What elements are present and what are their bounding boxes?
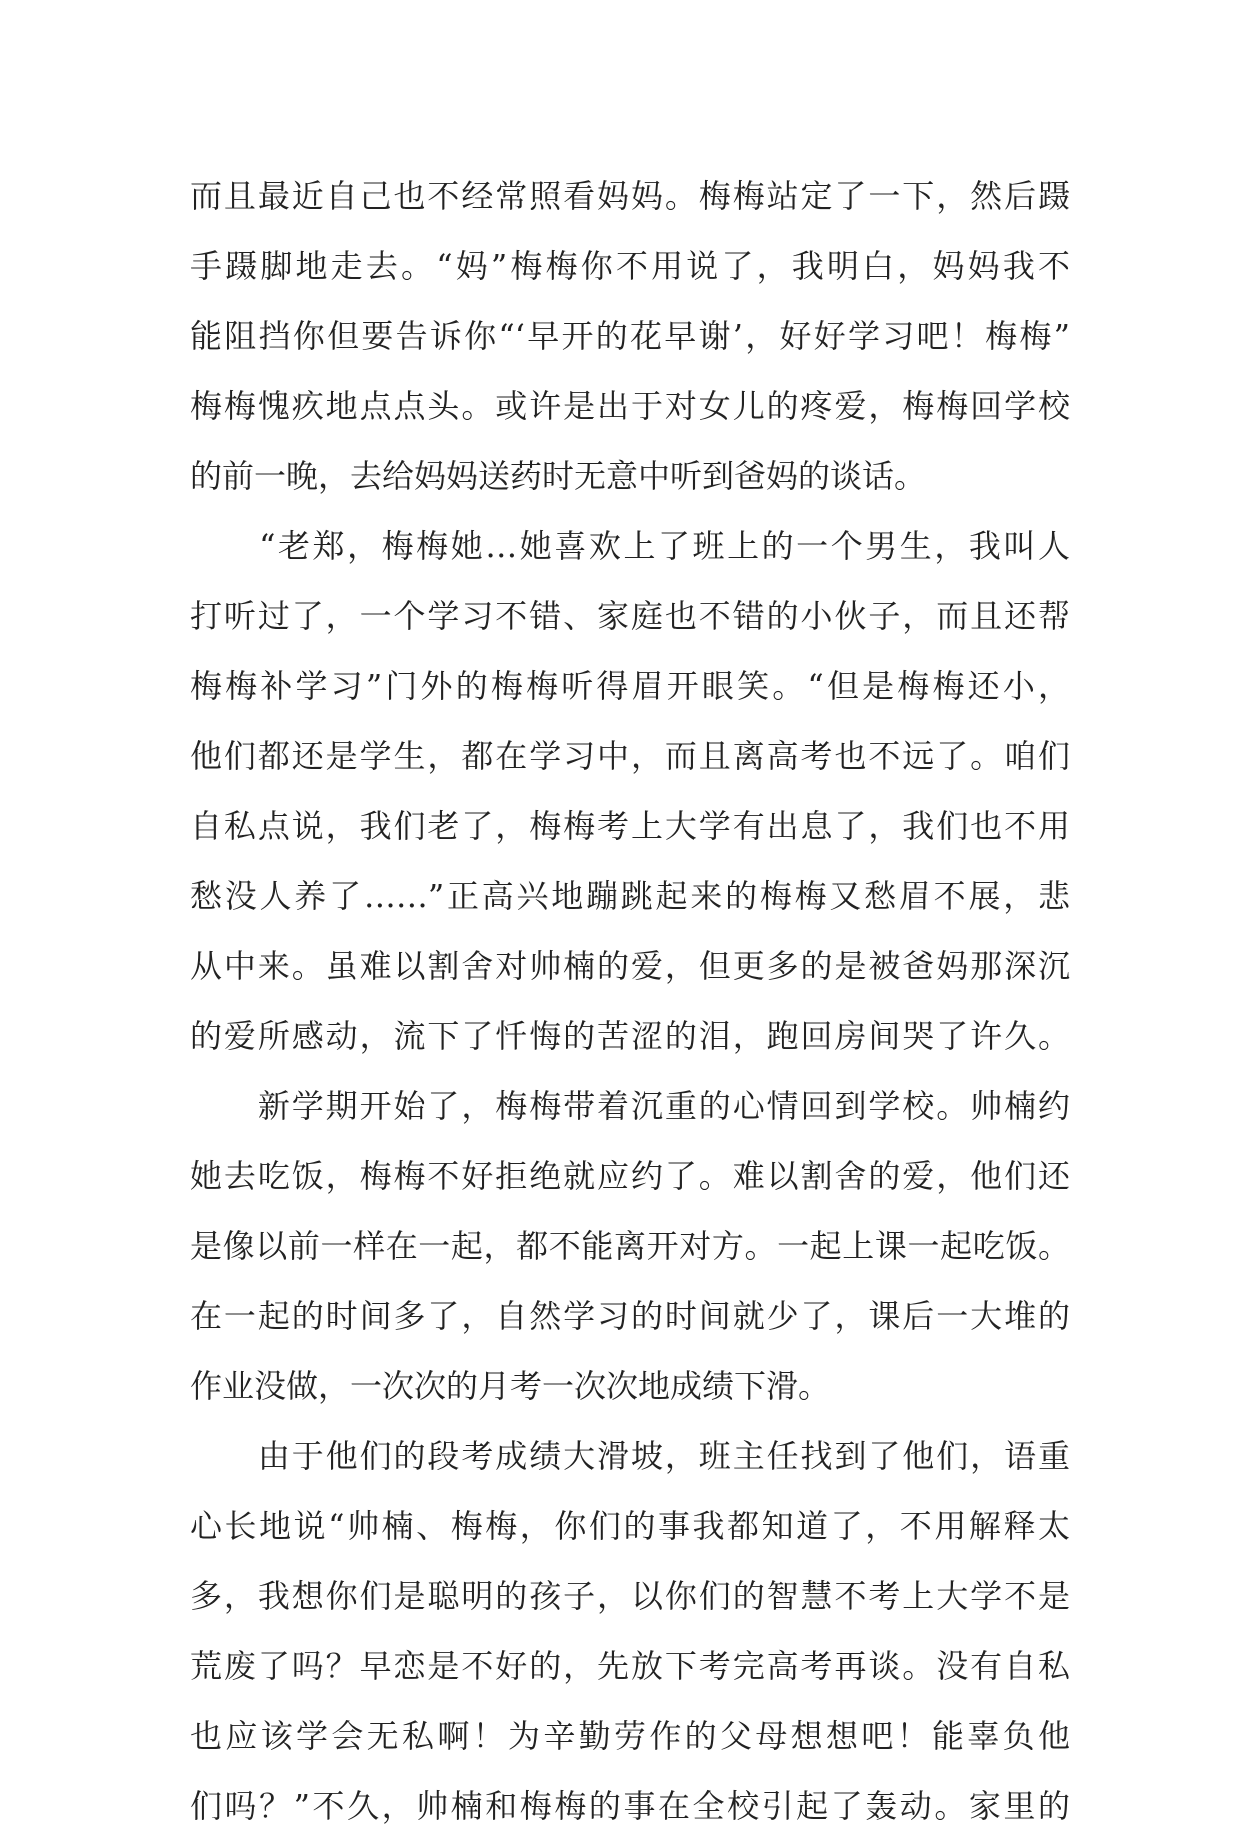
text-line: 自私点说，我们老了，梅梅考上大学有出息了，我们也不用 <box>190 807 1070 845</box>
body-text <box>190 161 1070 1841</box>
text-line: 他们都还是学生，都在学习中，而且离高考也不远了。咱们 <box>190 737 1070 775</box>
text-line: 而且最近自己也不经常照看妈妈。梅梅站定了一下，然后蹑 <box>190 177 1070 215</box>
text-line: 梅梅补学习”门外的梅梅听得眉开眼笑。“但是梅梅还小， <box>190 667 1070 705</box>
text-line: 的前一晚，去给妈妈送药时无意中听到爸妈的谈话。 <box>190 457 927 495</box>
text-line: 们吗？”不久，帅楠和梅梅的事在全校引起了轰动。家里的 <box>190 1787 1070 1825</box>
text-line: 打听过了，一个学习不错、家庭也不错的小伙子，而且还帮 <box>190 597 1070 635</box>
text-line: 从中来。虽难以割舍对帅楠的爱，但更多的是被爸妈那深沉 <box>190 947 1070 985</box>
text-line: 由于他们的段考成绩大滑坡，班主任找到了他们，语重 <box>190 1437 1070 1475</box>
text-line: 梅梅愧疚地点点头。或许是出于对女儿的疼爱，梅梅回学校 <box>190 387 1070 425</box>
text-line: 的爱所感动，流下了忏悔的苦涩的泪，跑回房间哭了许久。 <box>190 1017 1070 1055</box>
text-line: 心长地说“帅楠、梅梅，你们的事我都知道了，不用解释太 <box>190 1507 1070 1545</box>
text-line: 在一起的时间多了，自然学习的时间就少了，课后一大堆的 <box>190 1297 1070 1335</box>
text-line: 多，我想你们是聪明的孩子，以你们的智慧不考上大学不是 <box>190 1577 1070 1615</box>
text-line: “老郑，梅梅她…她喜欢上了班上的一个男生，我叫人 <box>190 527 1070 565</box>
text-line: 也应该学会无私啊！为辛勤劳作的父母想想吧！能辜负他 <box>190 1717 1070 1755</box>
text-line: 荒废了吗？早恋是不好的，先放下考完高考再谈。没有自私 <box>190 1647 1070 1685</box>
text-line: 是像以前一样在一起，都不能离开对方。一起上课一起吃饭。 <box>190 1227 1070 1265</box>
text-line: 能阻挡你但要告诉你“‘早开的花早谢’，好好学习吧！梅梅” <box>190 317 1070 355</box>
text-line: 手蹑脚地走去。“妈”梅梅你不用说了，我明白，妈妈我不 <box>190 247 1070 285</box>
text-line: 作业没做，一次次的月考一次次地成绩下滑。 <box>190 1367 831 1405</box>
text-line: 新学期开始了，梅梅带着沉重的心情回到学校。帅楠约 <box>190 1087 1070 1125</box>
text-line: 愁没人养了……”正高兴地蹦跳起来的梅梅又愁眉不展，悲 <box>190 877 1070 915</box>
text-line: 她去吃饭，梅梅不好拒绝就应约了。难以割舍的爱，他们还 <box>190 1157 1070 1195</box>
